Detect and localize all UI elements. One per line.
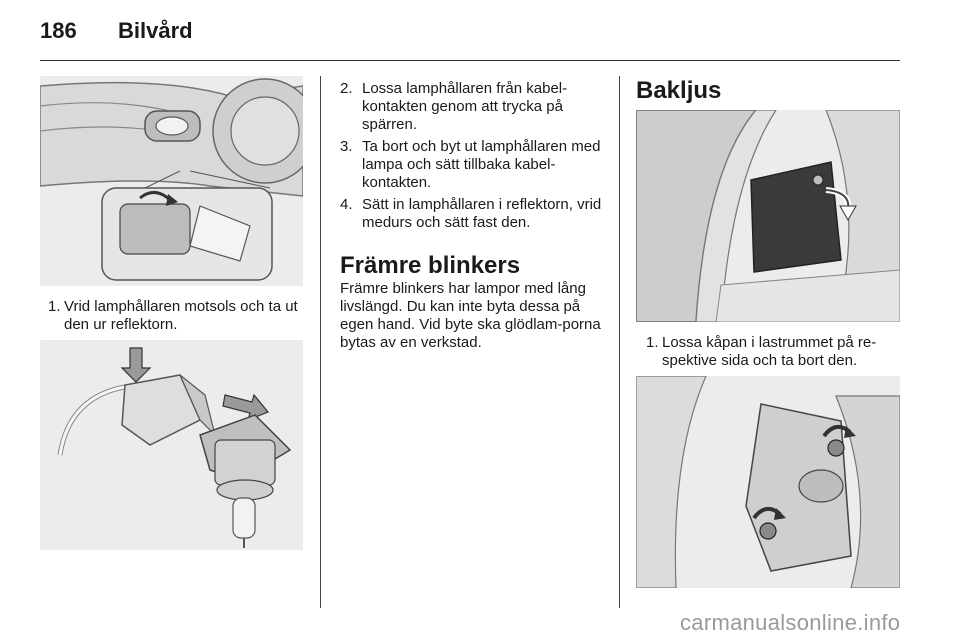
tail-light-drawing (636, 376, 900, 588)
section-heading-tail-lights: Bakljus (636, 77, 722, 104)
footer-watermark: carmanualsonline.info (680, 610, 901, 635)
page-title: Bilvård (118, 18, 193, 43)
step-number: 4. (340, 196, 353, 213)
step-text: Sätt in lamphållaren i reflektorn, vrid medurs och sätt fast den. (362, 196, 602, 231)
headlamp-illustration (40, 76, 303, 286)
headlamp-drawing (40, 76, 303, 286)
step-number: 2. (340, 80, 353, 97)
right-step-1 (636, 334, 902, 370)
front-indicators-paragraph: Främre blinkers har lampor med lång livslängd. Du kan inte byta dessa på egen hand. Vid byte ska glödlam-porna bytas av en verkstad. (340, 280, 601, 351)
tail-light-illustration (636, 376, 900, 588)
middle-step-3 (340, 138, 606, 192)
bulb-holder-illustration (40, 340, 303, 550)
step-text: Lossa lamphållaren från kabel-kontakten genom att trycka på spärren. (362, 80, 568, 133)
cargo-cover-illustration (636, 110, 900, 322)
page-number: 186 (40, 18, 77, 43)
middle-step-2 (340, 80, 606, 134)
step-text: Ta bort och byt ut lamphållaren med lampa och sätt tillbaka kabel-kontakten. (362, 138, 601, 191)
step-number: 3. (340, 138, 353, 155)
step-text: Lossa kåpan i lastrummet på re-spektive sida och ta bort den. (662, 334, 877, 369)
column-divider-1 (320, 76, 321, 608)
middle-step-4 (340, 196, 606, 232)
bulb-holder-drawing (40, 340, 303, 550)
step-number: 1. (48, 298, 61, 315)
left-step-1 (40, 298, 306, 334)
header-rule (40, 60, 900, 61)
step-number: 1. (646, 334, 659, 351)
step-text: Vrid lamphållaren motsols och ta ut den ur reflektorn. (64, 298, 298, 333)
cargo-cover-drawing (636, 110, 900, 322)
section-heading-front-indicators: Främre blinkers (340, 252, 521, 279)
column-divider-2 (619, 76, 620, 608)
